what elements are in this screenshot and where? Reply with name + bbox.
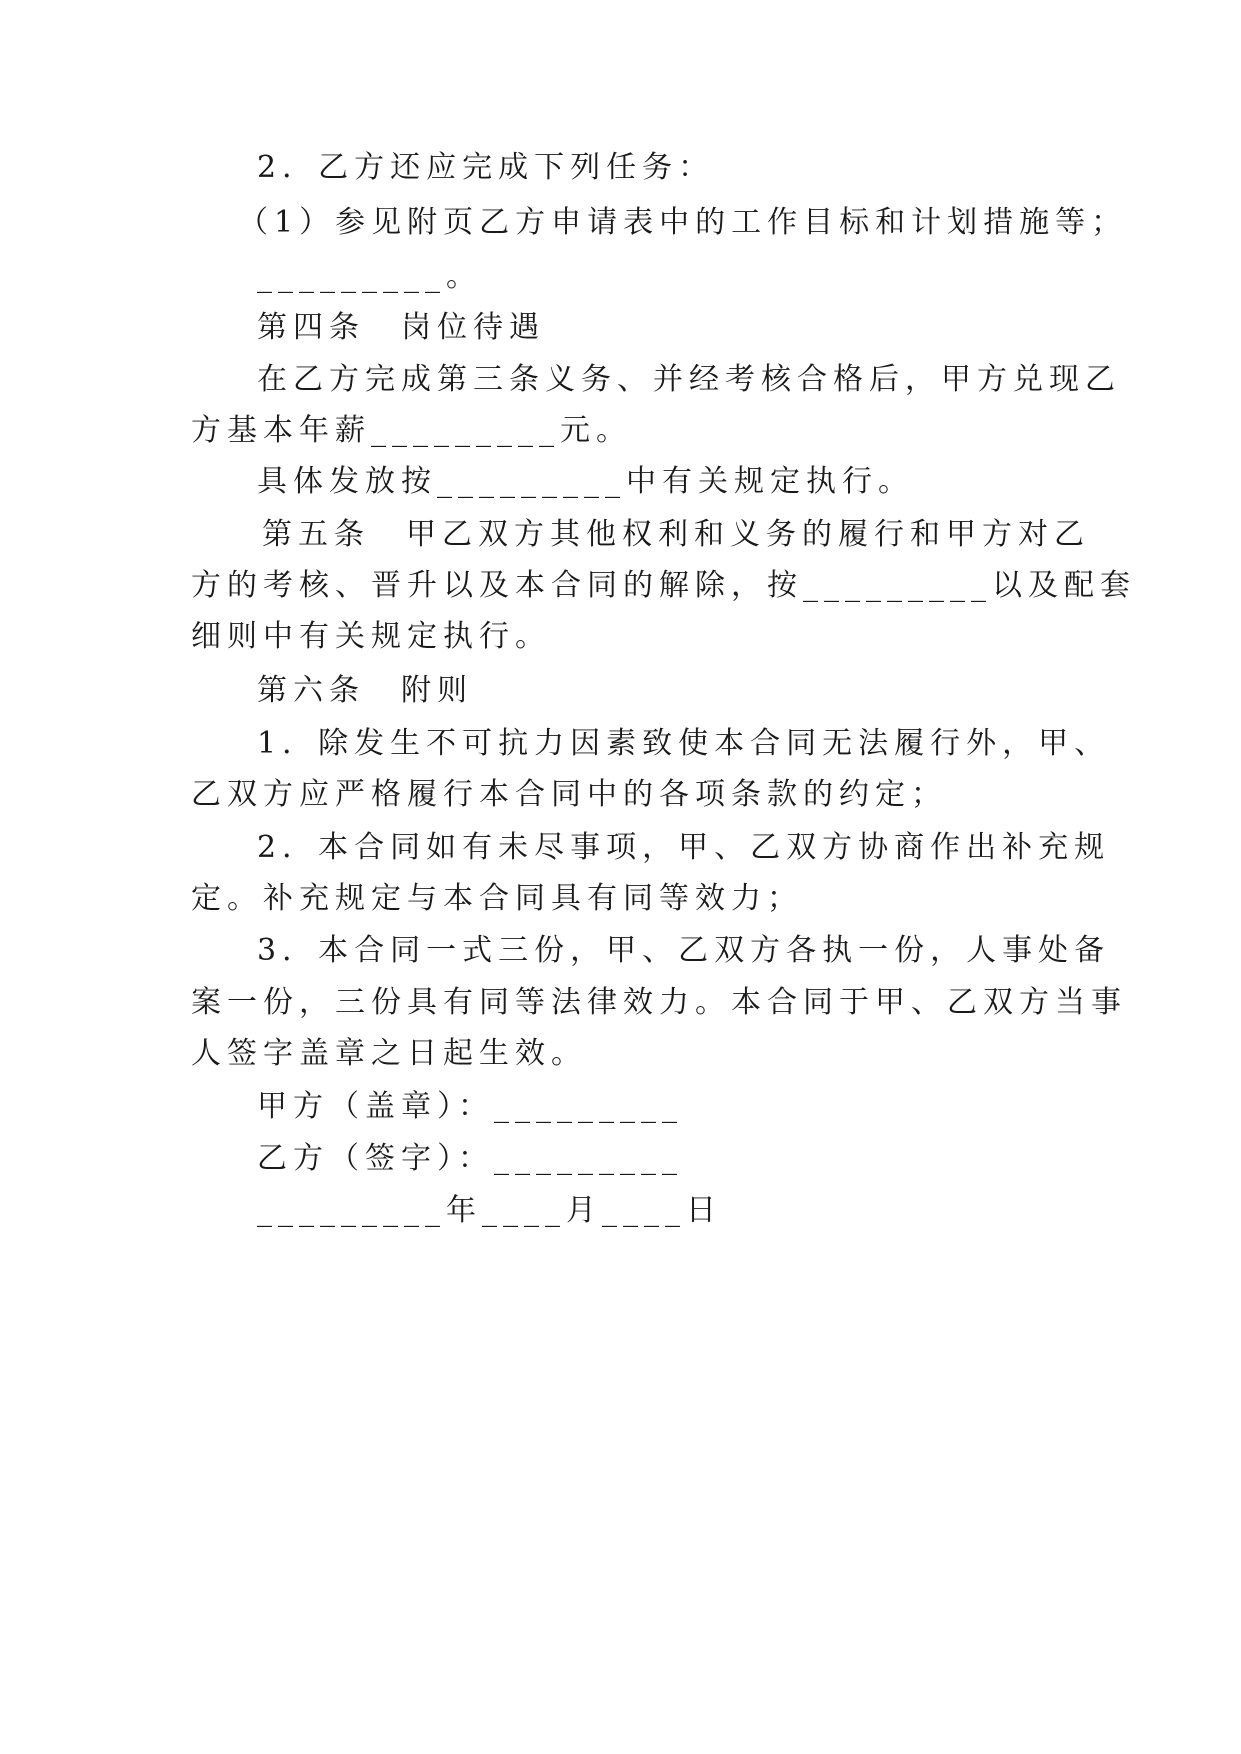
article-4-payment-line: 具体发放按_________中有关规定执行。 bbox=[257, 464, 914, 499]
article-6-item-3-line-2: 案一份，三份具有同等法律效力。本合同于甲、乙双方当事 bbox=[191, 985, 1127, 1020]
article-6-item-2-line-1: 2．本合同如有未尽事项，甲、乙双方协商作出补充规 bbox=[257, 830, 1111, 865]
task-item-1: （1）参见附页乙方申请表中的工作目标和计划措施等； bbox=[238, 205, 1128, 240]
article-6-item-1-line-2: 乙双方应严格履行本合同中的各项条款的约定； bbox=[191, 777, 947, 812]
article-6-item-3-line-3: 人签字盖章之日起生效。 bbox=[191, 1036, 587, 1071]
article-5-line-2: 方的考核、晋升以及本合同的解除，按_________以及配套 bbox=[191, 568, 1136, 603]
article-4-title: 第四条 岗位待遇 bbox=[257, 310, 545, 345]
article-6-item-2-line-2: 定。补充规定与本合同具有同等效力； bbox=[191, 881, 803, 916]
article-4-body-line-1: 在乙方完成第三条义务、并经考核合格后，甲方兑现乙 bbox=[257, 362, 1121, 397]
article-6-title: 第六条 附则 bbox=[257, 673, 473, 708]
date-line: _________年____月____日 bbox=[257, 1193, 722, 1228]
blank-line: _________。 bbox=[257, 259, 482, 294]
article-6-item-1-line-1: 1．除发生不可抗力因素致使本合同无法履行外，甲、 bbox=[257, 726, 1111, 761]
article-6-item-3-line-1: 3．本合同一式三份，甲、乙双方各执一份，人事处备 bbox=[257, 933, 1111, 968]
task-item-2-heading: 2．乙方还应完成下列任务： bbox=[257, 150, 715, 185]
party-a-seal-line: 甲方（盖章）：_________ bbox=[257, 1089, 683, 1124]
article-5-line-1: 第五条 甲乙双方其他权利和义务的履行和甲方对乙 bbox=[262, 517, 1090, 552]
article-5-line-3: 细则中有关规定执行。 bbox=[191, 619, 551, 654]
party-b-signature-line: 乙方（签字）：_________ bbox=[257, 1141, 683, 1176]
article-4-body-line-2: 方基本年薪_________元。 bbox=[191, 413, 632, 448]
